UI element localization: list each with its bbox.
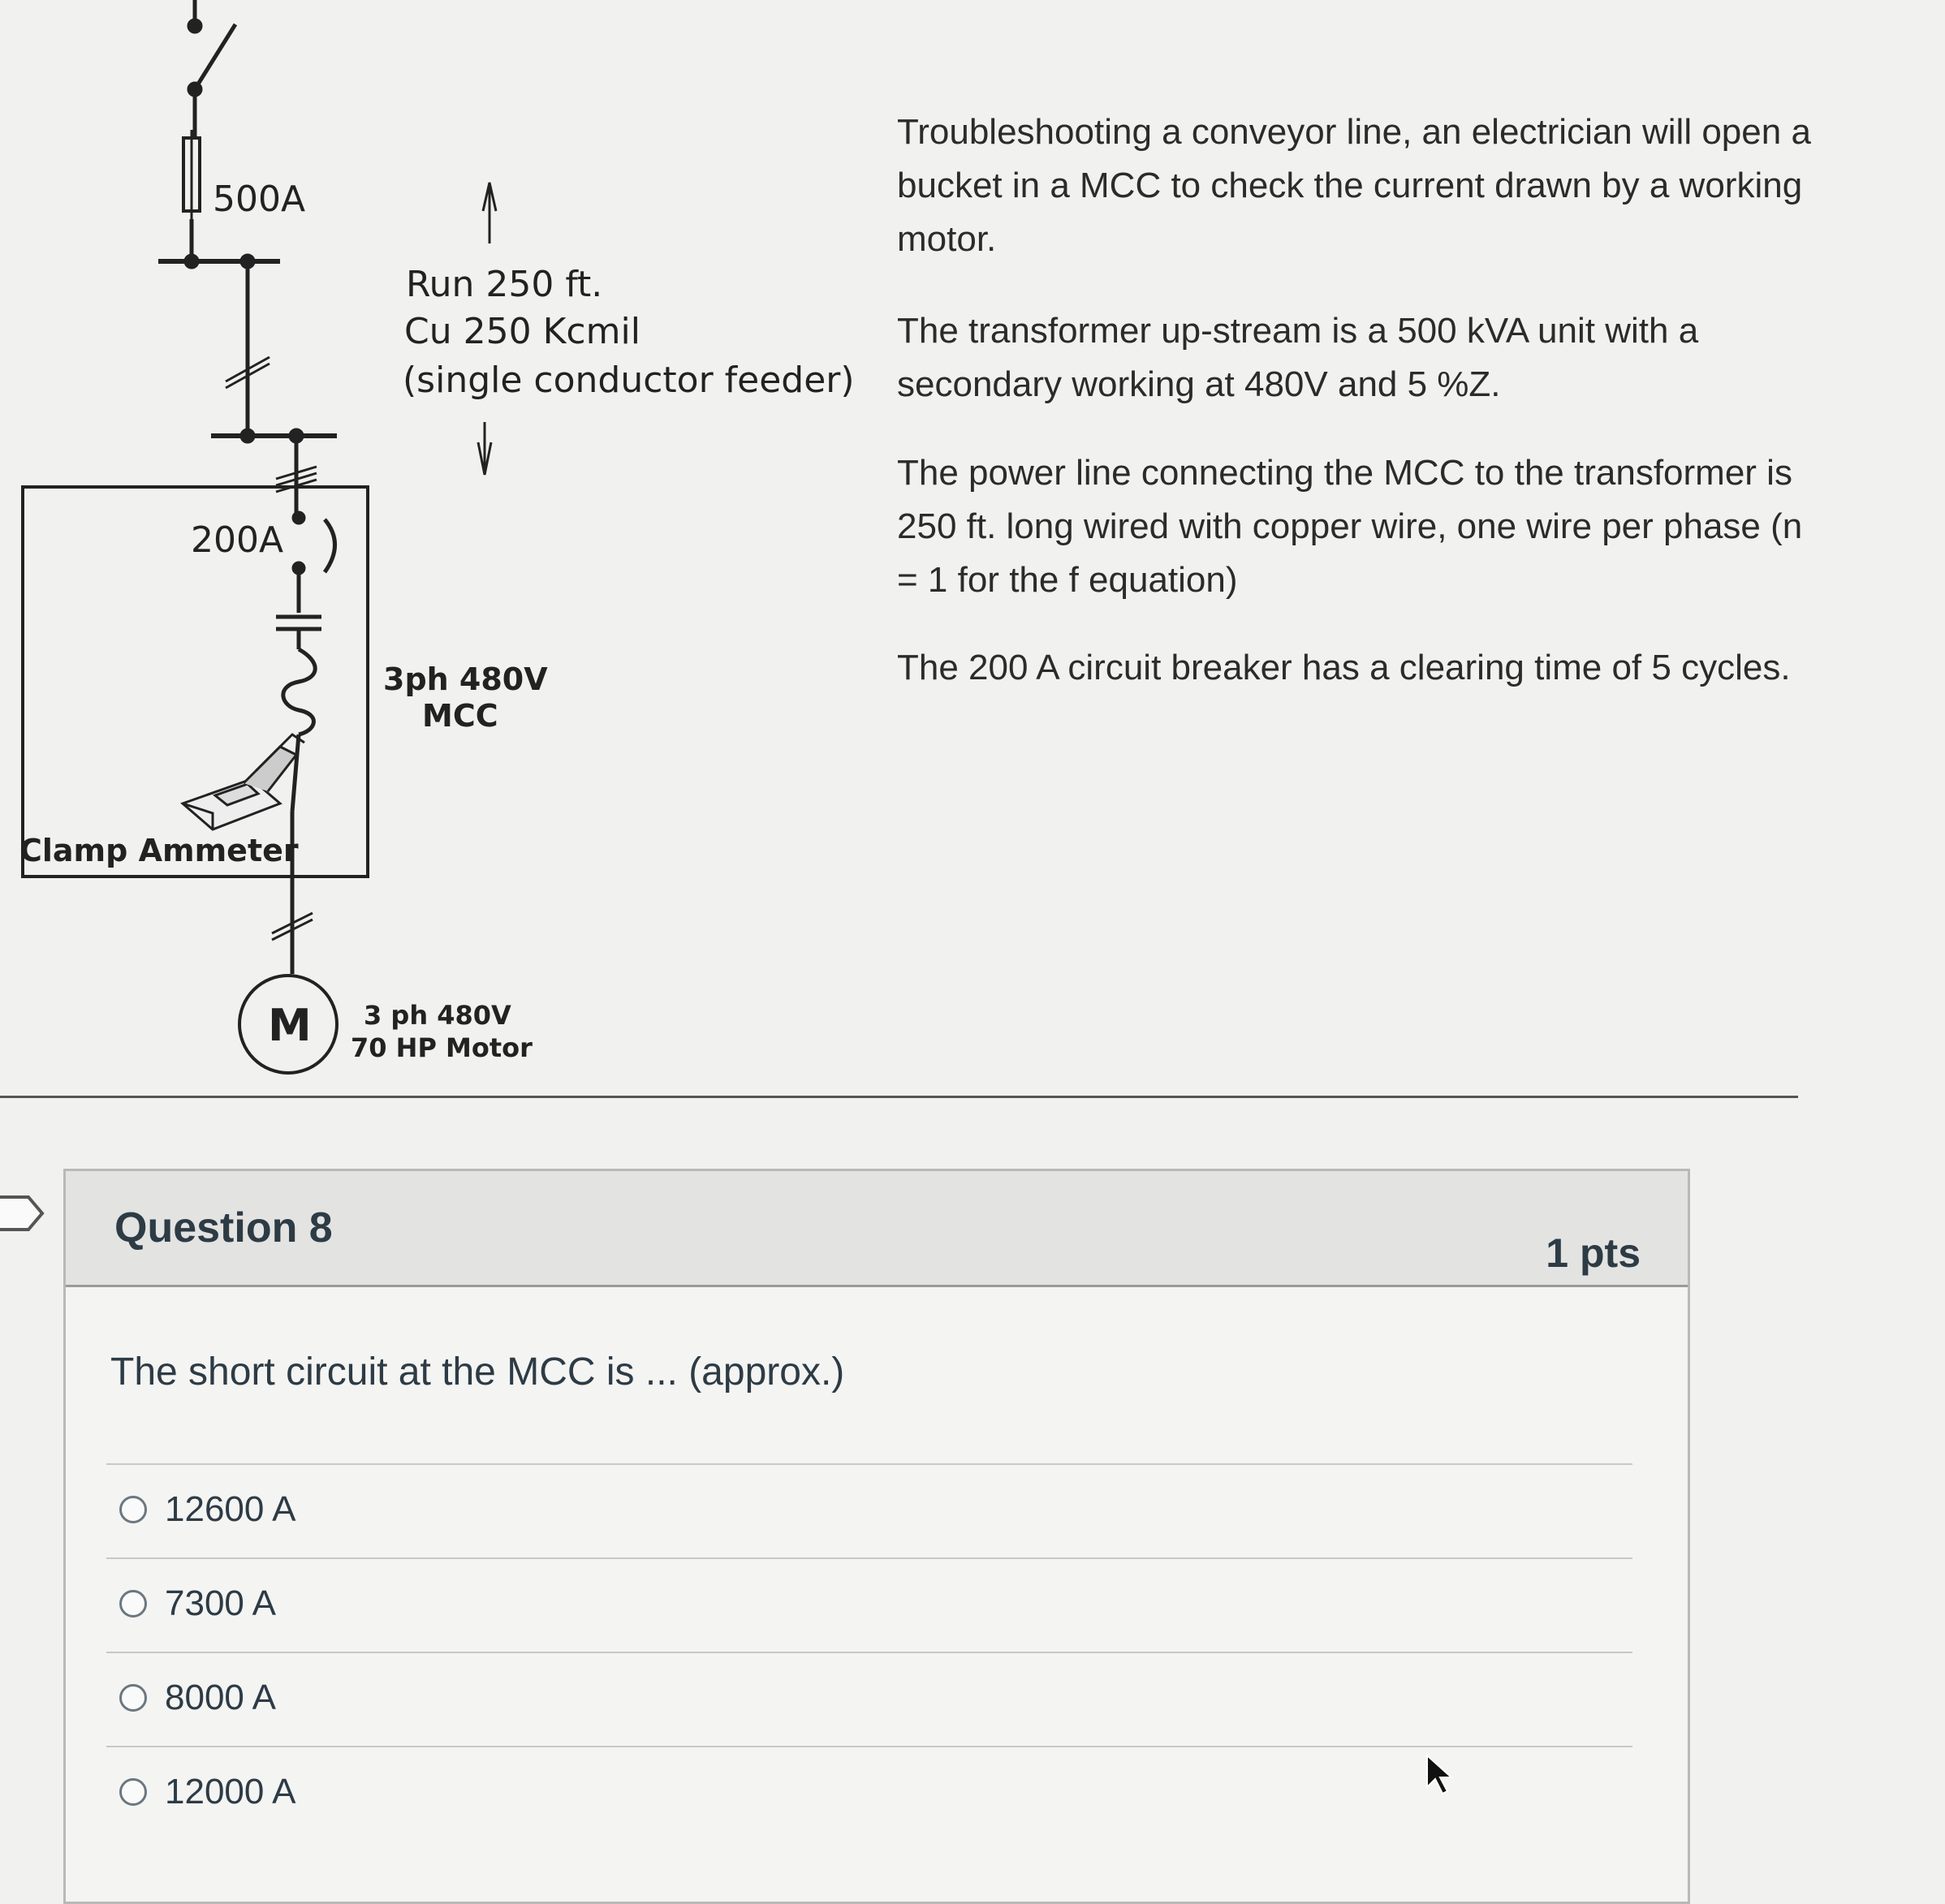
radio-button[interactable] (119, 1496, 147, 1523)
switch-blade (195, 24, 235, 89)
breaker-label: 200A (191, 519, 284, 561)
answer-option[interactable] (106, 1652, 1632, 1747)
motor-symbol-label: M (268, 1000, 312, 1051)
section-divider (0, 1096, 1798, 1098)
motor-label-line2: 70 HP Motor (351, 1032, 533, 1063)
answer-option[interactable] (106, 1557, 1632, 1653)
run-label: Run 250 ft. (406, 264, 603, 305)
clamp-ammeter-icon (183, 734, 304, 829)
fuse-label: 500A (213, 179, 306, 220)
answer-label[interactable]: 7300 A (165, 1583, 277, 1623)
switch-contact-top (189, 20, 201, 32)
answer-option[interactable] (106, 1746, 1632, 1842)
overload-symbol (283, 649, 315, 734)
problem-description-4: The 200 A circuit breaker has a clearing time of 5 cycles. (897, 648, 1791, 687)
question-header (66, 1171, 1688, 1287)
conductor-label: Cu 250 Kcmil (404, 311, 640, 352)
problem-description-2: The transformer up-stream is a 500 kVA unit with a secondary working at 480V and 5 %Z. (897, 311, 1699, 404)
breaker-arc (325, 519, 335, 572)
question-points: 1 pts (1546, 1230, 1641, 1276)
question-title: Question 8 (114, 1204, 333, 1251)
clamp-ammeter-label: Clamp Ammeter (19, 833, 299, 868)
problem-description-3: The power line connecting the MCC to the transformer is 250 ft. long wired with copper wire, one wire per phase (n = 1 for the f equation) (897, 453, 1803, 600)
answer-label[interactable]: 12000 A (165, 1772, 296, 1811)
radio-button[interactable] (119, 1778, 147, 1806)
question-text: The short circuit at the MCC is ... (approx.) (110, 1350, 845, 1394)
motor-label-line1: 3 ph 480V (364, 1000, 511, 1031)
answer-label[interactable]: 8000 A (165, 1678, 277, 1717)
question-flag-icon[interactable] (0, 1193, 49, 1234)
radio-button[interactable] (119, 1684, 147, 1712)
mcc-label-line2: MCC (422, 698, 498, 734)
feeder-label: (single conductor feeder) (403, 360, 855, 401)
mcc-label-line1: 3ph 480V (383, 661, 548, 697)
answer-option[interactable] (106, 1463, 1632, 1559)
mouse-cursor-icon (1425, 1753, 1457, 1798)
one-line-diagram (0, 0, 877, 1088)
answer-label[interactable]: 12600 A (165, 1489, 296, 1529)
problem-description-1: Troubleshooting a conveyor line, an electrician will open a bucket in a MCC to check the current drawn by a working motor. (897, 112, 1811, 259)
radio-button[interactable] (119, 1590, 147, 1618)
